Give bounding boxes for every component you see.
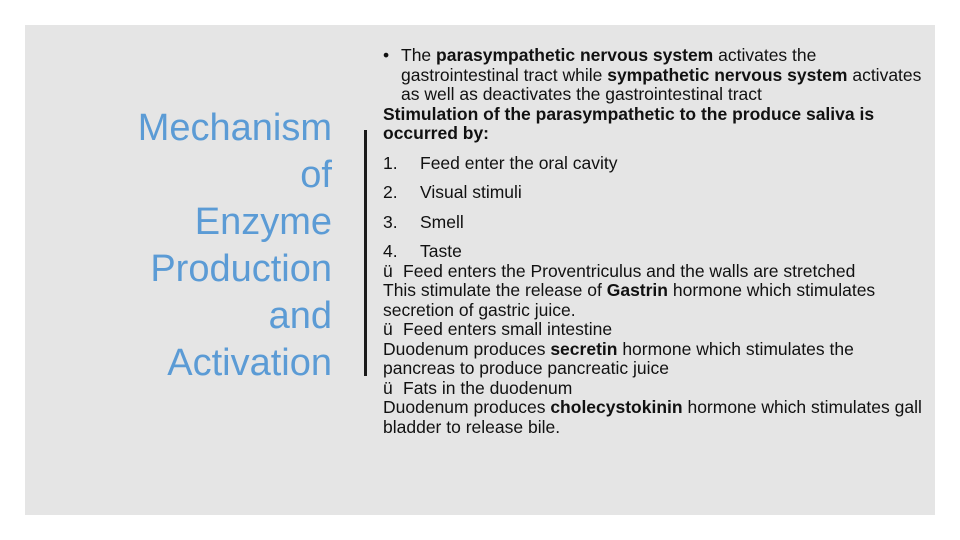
title-line: of xyxy=(300,154,332,196)
item-number: 2. xyxy=(383,182,398,202)
item-number: 4. xyxy=(383,241,398,261)
content-body xyxy=(383,46,928,437)
bold-term: secretin xyxy=(550,338,618,359)
check-item xyxy=(383,320,928,340)
bold-term: Gastrin xyxy=(606,280,668,300)
secretin-paragraph xyxy=(383,340,928,379)
intro-bullet xyxy=(383,46,928,105)
text-run: activates the gastrointestinal tract while xyxy=(401,45,817,85)
text-run: hormone which stimulates secretion of gastric juice. xyxy=(383,280,876,320)
text-run: This stimulate the release of xyxy=(383,280,607,300)
item-text: Visual stimuli xyxy=(420,182,522,202)
slide-title xyxy=(70,105,332,387)
bold-term: parasympathetic nervous system xyxy=(436,45,714,65)
bullet-icon: • xyxy=(383,45,390,65)
text-run: Duodenum produces xyxy=(383,338,551,359)
check-item xyxy=(383,379,928,399)
check-text: Feed enters the Proventriculus and the walls are stretched xyxy=(403,260,856,281)
check-text: Feed enters small intestine xyxy=(403,319,613,339)
item-number: 3. xyxy=(383,211,398,232)
text-run: The xyxy=(401,45,437,65)
text-run: Duodenum produces xyxy=(383,397,551,417)
check-icon: ü xyxy=(383,377,393,398)
check-text: Fats in the duodenum xyxy=(403,377,573,398)
numbered-item xyxy=(383,183,928,203)
check-item xyxy=(383,262,928,282)
item-text: Smell xyxy=(420,211,464,232)
numbered-item xyxy=(383,154,928,174)
item-number: 1. xyxy=(383,152,398,173)
cholecystokinin-paragraph xyxy=(383,398,928,437)
item-text: Taste xyxy=(420,241,462,261)
gastrin-paragraph xyxy=(383,281,928,320)
item-text: Feed enter the oral cavity xyxy=(420,152,618,173)
text-run: hormone which stimulates gall bladder to release bile. xyxy=(383,397,922,437)
bold-term: cholecystokinin xyxy=(550,397,683,417)
bold-term: sympathetic nervous system xyxy=(607,64,848,85)
stimulation-heading xyxy=(383,105,928,144)
check-icon: ü xyxy=(383,260,393,281)
title-line: Production xyxy=(150,248,332,290)
text-run: activates as well as deactivates the gastrointestinal tract xyxy=(401,64,922,104)
check-icon: ü xyxy=(383,319,393,339)
title-line: Mechanism xyxy=(137,107,332,149)
text-run: hormone which stimulates the pancreas to produce pancreatic juice xyxy=(383,338,854,378)
title-line: Enzyme xyxy=(194,201,332,243)
vertical-divider xyxy=(364,130,367,376)
numbered-item xyxy=(383,213,928,233)
title-line: and xyxy=(268,295,332,337)
heading-text: Stimulation of the parasympathetic to the produce saliva is occurred by: xyxy=(383,103,875,143)
title-line: Activation xyxy=(167,342,332,384)
numbered-item xyxy=(383,242,928,262)
